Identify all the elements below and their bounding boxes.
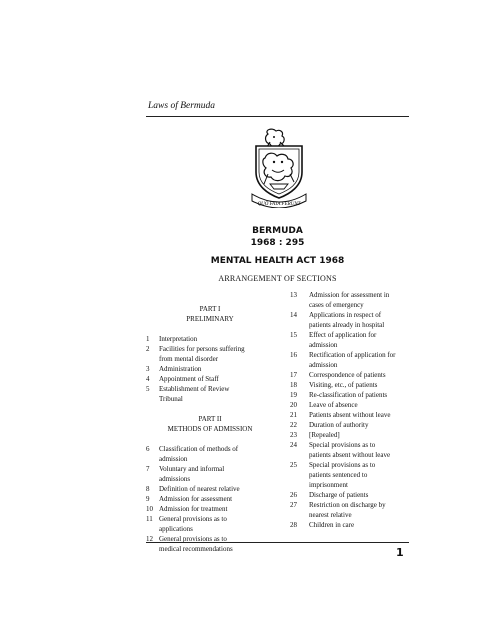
section-title-line: Establishment of Review	[159, 385, 230, 393]
section-title	[309, 390, 412, 400]
section-title-line: applications	[159, 525, 193, 533]
toc-entry[interactable]	[146, 374, 274, 384]
toc-entry[interactable]	[290, 350, 412, 370]
toc-spacer	[146, 404, 274, 414]
header-rule	[146, 116, 409, 117]
section-title	[159, 534, 274, 554]
section-title-line: Correspondence of patients	[309, 371, 386, 379]
section-title-line: Effect of application for	[309, 331, 377, 339]
section-title-line: Re-classification of patients	[309, 391, 388, 399]
section-title-line: Special provisions as to	[309, 441, 376, 449]
section-title-line: Admission for treatment	[159, 505, 228, 513]
section-title	[159, 384, 274, 404]
section-title	[159, 514, 274, 534]
section-title-line: Appointment of Staff	[159, 375, 219, 383]
section-title-line: Discharge of patients	[309, 491, 369, 499]
section-number: 25	[290, 461, 297, 469]
section-title	[309, 370, 412, 380]
section-number: 12	[146, 535, 153, 543]
section-title	[159, 504, 274, 514]
toc-entry[interactable]	[290, 410, 412, 420]
section-number: 5	[146, 385, 150, 393]
section-number: 8	[146, 485, 150, 493]
section-title	[159, 344, 274, 364]
toc-entry[interactable]	[290, 460, 412, 490]
toc-spacer	[146, 324, 274, 334]
section-title-line: from mental disorder	[159, 355, 219, 363]
toc-entry[interactable]	[290, 310, 412, 330]
toc-right-column	[290, 290, 412, 530]
toc-left-column	[146, 294, 274, 554]
section-title	[309, 420, 412, 430]
act-title: MENTAL HEALTH ACT 1968	[210, 256, 345, 266]
part-heading: PART II	[198, 415, 222, 423]
section-title-line: patients already in hospital	[309, 321, 385, 329]
section-title-line: Children in care	[309, 521, 355, 529]
toc-entry[interactable]	[146, 444, 274, 464]
section-number: 24	[290, 441, 297, 449]
section-number: 23	[290, 431, 297, 439]
section-title-line: patients absent without leave	[309, 451, 391, 459]
country-title: BERMUDA	[252, 226, 303, 236]
section-number: 14	[290, 311, 297, 319]
toc-entry[interactable]	[146, 384, 274, 404]
section-title-line: patients sentenced to	[309, 471, 368, 479]
section-number: 2	[146, 345, 150, 353]
act-year-number: 1968 : 295	[250, 238, 305, 248]
section-title-line: admission	[309, 341, 338, 349]
section-number: 10	[146, 505, 153, 513]
part-heading: PART I	[199, 305, 221, 313]
section-number: 15	[290, 331, 297, 339]
section-title-line: Admission for assessment	[159, 495, 233, 503]
section-title	[159, 374, 274, 384]
section-title-line: Administration	[159, 365, 202, 373]
part-heading: PRELIMINARY	[186, 315, 234, 323]
section-title	[309, 350, 412, 370]
section-title-line: Tribunal	[159, 395, 183, 403]
section-number: 3	[146, 365, 150, 373]
toc-entry[interactable]	[290, 490, 412, 500]
toc-entry[interactable]	[290, 400, 412, 410]
section-number: 26	[290, 491, 297, 499]
toc-entry[interactable]	[146, 534, 274, 554]
section-title-line: Restriction on discharge by	[309, 501, 386, 509]
section-number: 22	[290, 421, 297, 429]
toc-entry[interactable]	[146, 334, 274, 344]
toc-spacer	[146, 434, 274, 444]
section-number: 17	[290, 371, 297, 379]
section-title	[159, 444, 274, 464]
section-title-line: General provisions as to	[159, 515, 227, 523]
section-number: 18	[290, 381, 297, 389]
page-number: 1	[396, 546, 404, 559]
section-title	[309, 500, 412, 520]
section-number: 13	[290, 291, 297, 299]
footer-rule	[146, 542, 409, 543]
section-title	[159, 484, 274, 494]
section-number: 21	[290, 411, 297, 419]
section-title	[159, 494, 274, 504]
section-title-line: admissions	[159, 475, 191, 483]
section-title-line: Visiting, etc., of patients	[309, 381, 378, 389]
part-heading: METHODS OF ADMISSION	[167, 425, 253, 433]
crest-motto: QUO FATA FERUNT	[257, 202, 301, 207]
section-title	[309, 460, 412, 490]
section-title-line: medical recommendations	[159, 545, 233, 553]
section-number: 6	[146, 445, 150, 453]
toc-entry[interactable]	[290, 440, 412, 460]
section-title	[309, 400, 412, 410]
toc-entry[interactable]	[146, 464, 274, 484]
section-title	[309, 440, 412, 460]
bermuda-crest-icon	[250, 128, 308, 208]
toc-spacer	[146, 294, 274, 304]
section-title-line: Rectification of application for	[309, 351, 396, 359]
section-number: 16	[290, 351, 297, 359]
section-number: 7	[146, 465, 150, 473]
section-number: 4	[146, 375, 150, 383]
section-number: 27	[290, 501, 297, 509]
section-title	[309, 290, 412, 310]
section-title-line: admission	[309, 361, 338, 369]
section-title	[159, 334, 274, 344]
toc-entry[interactable]	[146, 494, 274, 504]
section-title-line: [Repealed]	[309, 431, 340, 439]
toc-entry[interactable]	[290, 430, 412, 440]
toc-entry[interactable]	[290, 330, 412, 350]
arrangement-heading: ARRANGEMENT OF SECTIONS	[218, 274, 337, 283]
section-title-line: Classification of methods of	[159, 445, 239, 453]
toc-entry[interactable]	[290, 520, 412, 530]
running-header: Laws of Bermuda	[148, 101, 216, 111]
section-title	[309, 310, 412, 330]
section-title	[309, 410, 412, 420]
section-title	[309, 380, 412, 390]
section-title-line: Admission for assessment in	[309, 291, 390, 299]
section-title-line: Applications in respect of	[309, 311, 382, 319]
section-title-line: cases of emergency	[309, 301, 364, 309]
section-title-line: Interpretation	[159, 335, 198, 343]
toc-entry[interactable]	[146, 514, 274, 534]
toc-entry[interactable]	[146, 504, 274, 514]
section-number: 19	[290, 391, 297, 399]
toc-entry[interactable]	[290, 290, 412, 310]
toc-entry[interactable]	[290, 380, 412, 390]
section-number: 28	[290, 521, 297, 529]
section-title	[309, 330, 412, 350]
section-title-line: Voluntary and informal	[159, 465, 225, 473]
section-number: 20	[290, 401, 297, 409]
toc-entry[interactable]	[290, 370, 412, 380]
toc-entry[interactable]	[290, 390, 412, 400]
toc-entry[interactable]	[290, 420, 412, 430]
section-number: 11	[146, 515, 153, 523]
section-title-line: Definition of nearest relative	[159, 485, 240, 493]
section-number: 1	[146, 335, 150, 343]
section-title	[309, 490, 412, 500]
toc-entry[interactable]	[146, 484, 274, 494]
section-title	[159, 464, 274, 484]
section-title-line: Patients absent without leave	[309, 411, 391, 419]
section-title-line: Duration of authority	[309, 421, 369, 429]
section-title-line: nearest relative	[309, 511, 352, 519]
section-title	[159, 364, 274, 374]
section-number: 9	[146, 495, 150, 503]
section-title-line: Special provisions as to	[309, 461, 376, 469]
section-title	[309, 430, 412, 440]
section-title-line: imprisonment	[309, 481, 348, 489]
section-title-line: admission	[159, 455, 188, 463]
toc-entry[interactable]	[290, 500, 412, 520]
section-title-line: Leave of absence	[309, 401, 358, 409]
section-title	[309, 520, 412, 530]
section-title-line: Facilities for persons suffering	[159, 345, 245, 353]
toc-entry[interactable]	[146, 344, 274, 364]
toc-entry[interactable]	[146, 364, 274, 374]
section-title-line: General provisions as to	[159, 535, 227, 543]
